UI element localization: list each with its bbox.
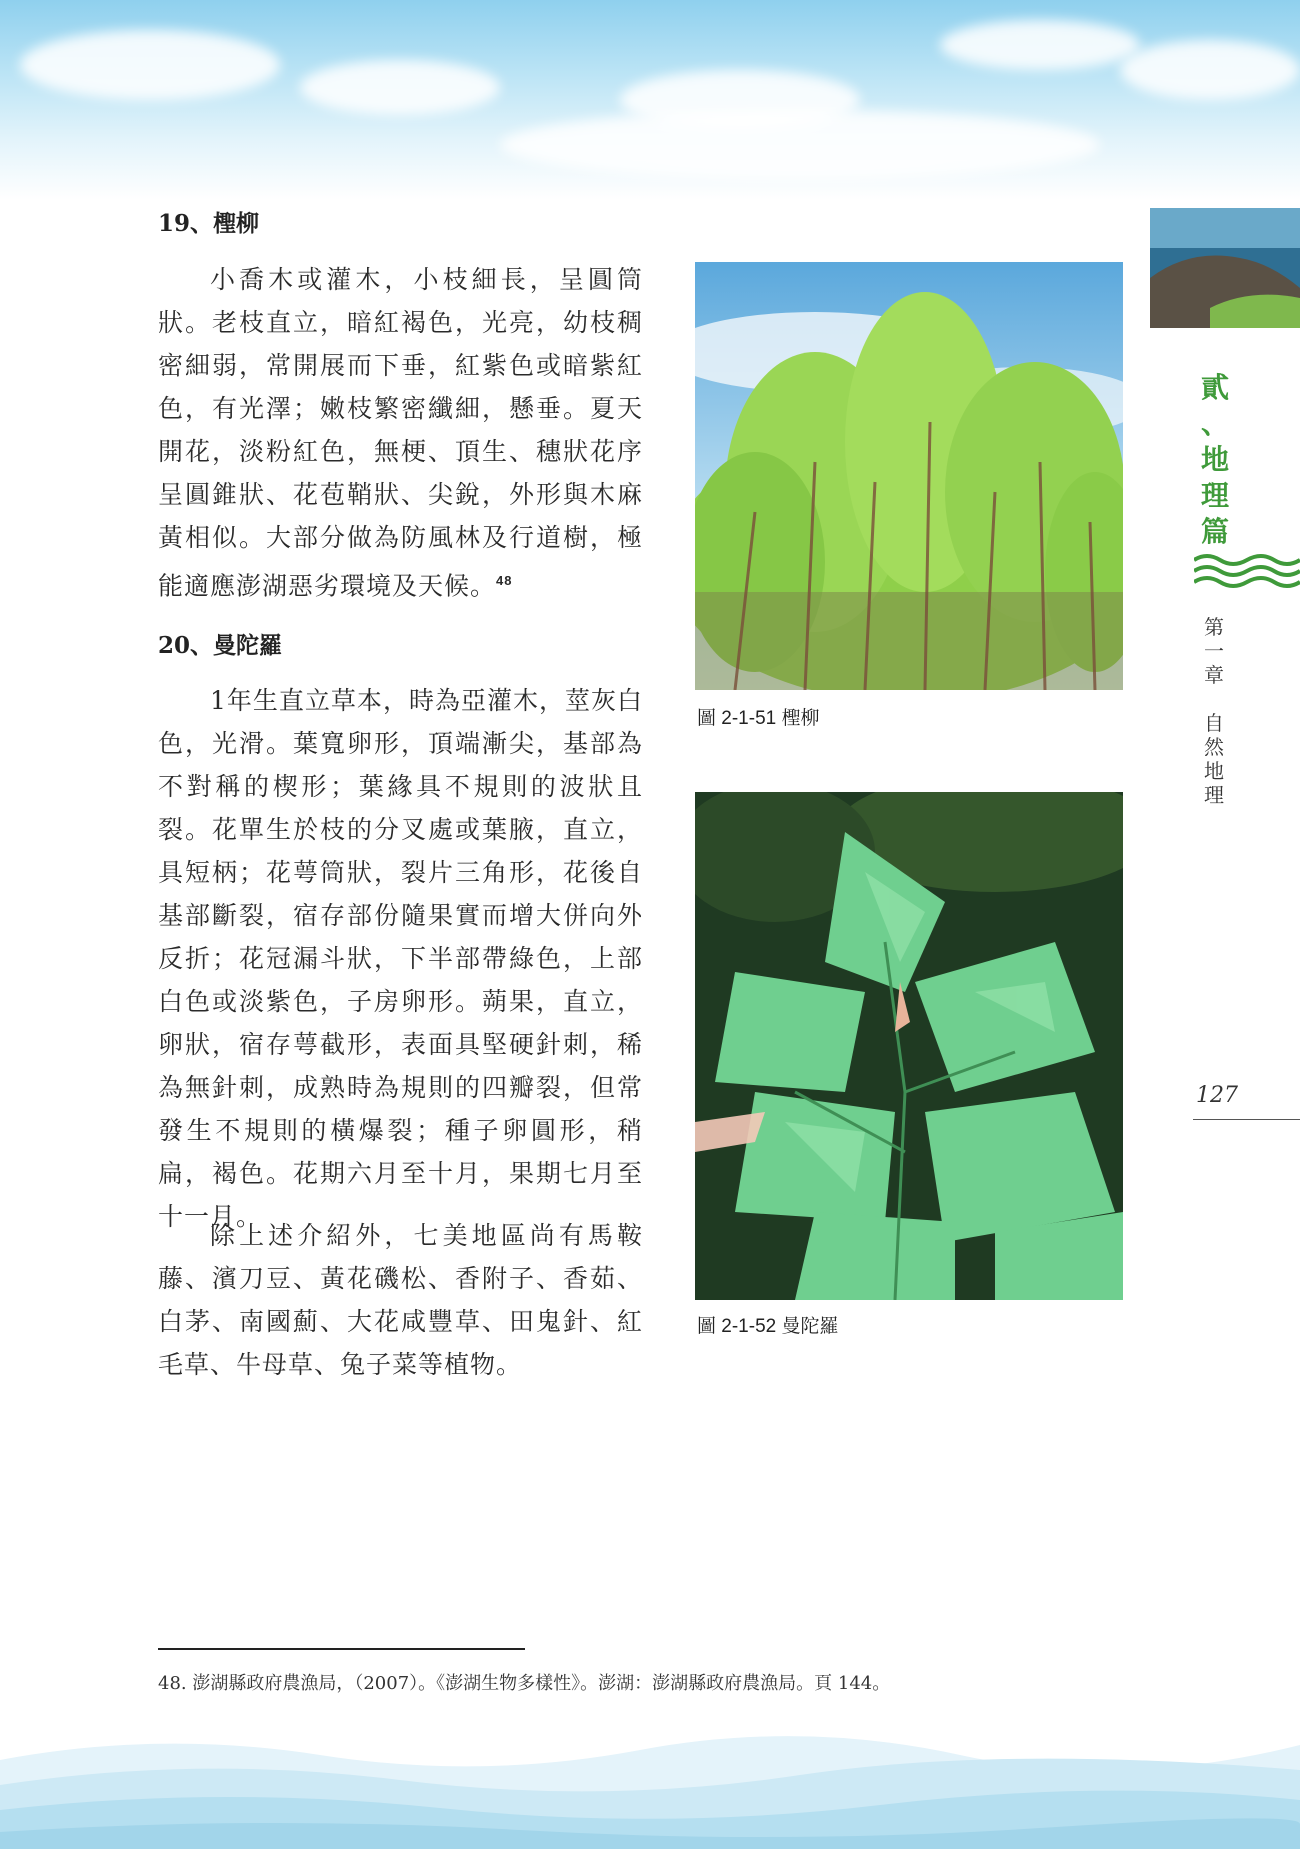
footer-wave-banner [0,1720,1300,1849]
header-sky-banner [0,0,1300,200]
figure-datura-photo [695,792,1123,1300]
section-body-tamarisk [158,258,643,607]
sidebar-chapter-title: 第 一 章 自 然 地 理 [1204,617,1224,807]
page-number: 127 [1196,1083,1238,1108]
section-body-tamarisk-text: 小喬木或灌木，小枝細長，呈圓筒狀。老枝直立，暗紅褐色，光亮，幼枝稠密細弱，常開展而下垂，紅紫色或暗紫紅色，有光澤；嫩枝繁密纖細，懸垂。夏天開花，淡粉紅色，無梗、頂生、穗狀花序呈圓錐狀、花苞鞘狀、尖銳，外形與木麻黃相似。大部分做為防風林及行道樹，極能適應澎湖惡劣環境及天候。 [158,265,643,601]
datura-photo-image [695,792,1123,1300]
footnote-text: 48. 澎湖縣政府農漁局，（2007）。《澎湖生物多樣性》。澎湖：澎湖縣政府農漁局。頁 144。 [158,1673,891,1694]
page-number-rule [1193,1119,1300,1120]
closing-paragraph: 除上述介紹外，七美地區尚有馬鞍藤、濱刀豆、黃花磯松、香附子、香茹、白茅、南國薊、大花咸豐草、田鬼針、紅毛草、牛母草、兔子菜等植物。 [158,1221,643,1379]
figure-caption-datura: 圖 2-1-52 曼陀羅 [697,1316,839,1337]
footnote-ref[interactable]: 48 [496,573,513,588]
footnote-rule [158,1648,525,1650]
coastline-thumbnail-image [1150,208,1300,328]
sidebar-thumbnail [1150,208,1300,328]
sidebar-part-title: 貳 、 地 理 篇 [1200,371,1229,548]
figure-tamarisk-photo [695,262,1123,690]
figure-caption-tamarisk: 圖 2-1-51 檉柳 [697,708,820,729]
tamarisk-photo-image [695,262,1123,690]
section-heading-tamarisk: 19、檉柳 [158,210,260,237]
section-body-datura: 1年生直立草本，時為亞灌木，莖灰白色，光滑。葉寬卵形，頂端漸尖，基部為不對稱的楔形；葉緣具不規則的波狀且裂。花單生於枝的分叉處或葉腋，直立，具短柄；花萼筒狀，裂片三角形，花後自基部斷裂，宿存部份隨果實而增大併向外反折；花冠漏斗狀，下半部帶綠色，上部白色或淡紫色，子房卵形。蒴果，直立，卵狀，宿存萼截形，表面具堅硬針刺，稀為無針刺，成熟時為規則的四瓣裂，但常發生不規則的橫爆裂；種子卵圓形，稍扁，褐色。花期六月至十月，果期七月至十一月。 [158,686,643,1231]
sidebar-wave-ornament [1194,552,1300,590]
section-heading-datura: 20、曼陀羅 [158,632,283,659]
